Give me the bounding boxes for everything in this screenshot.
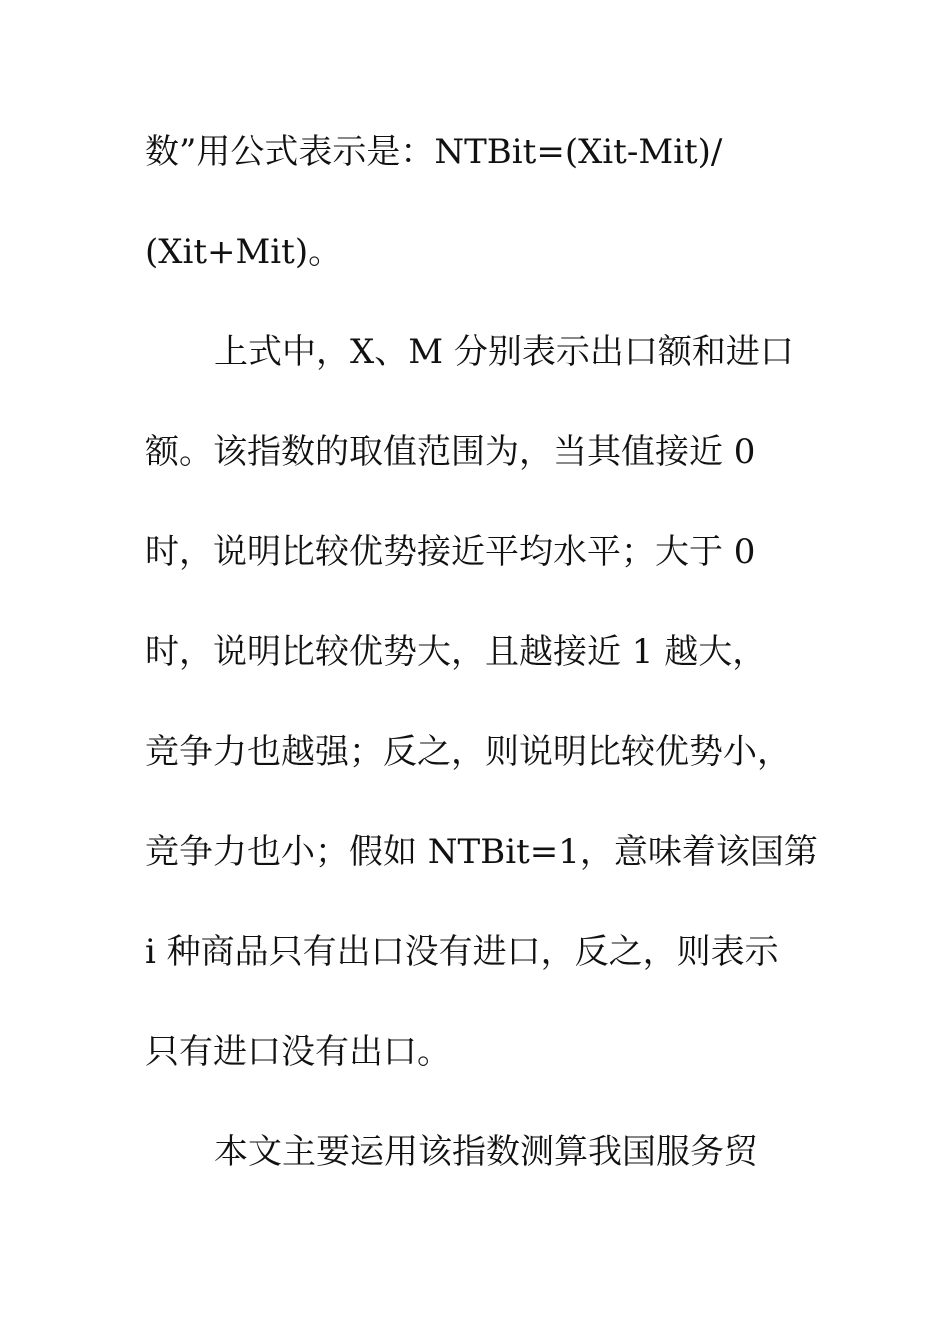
paragraph-2-line-2: 额。该指数的取值范围为，当其值接近 0 xyxy=(145,432,756,472)
text-line-2: (Xit+Mit)。 xyxy=(145,232,343,272)
text-line-1: 数”用公式表示是：NTBit=(Xit-Mit)/ xyxy=(145,132,723,172)
paragraph-2-line-1: 上式中，X、M 分别表示出口额和进口 xyxy=(214,332,794,372)
paragraph-2-line-4: 时，说明比较优势大，且越接近 1 越大， xyxy=(145,632,767,672)
paragraph-2-line-7: i 种商品只有出口没有进口，反之，则表示 xyxy=(145,932,779,972)
paragraph-2-line-5: 竞争力也越强；反之，则说明比较优势小， xyxy=(145,732,791,772)
paragraph-2-line-6: 竞争力也小；假如 NTBit=1，意味着该国第 xyxy=(145,832,818,872)
paragraph-2-line-3: 时，说明比较优势接近平均水平；大于 0 xyxy=(145,532,756,572)
paragraph-3-line-1: 本文主要运用该指数测算我国服务贸 xyxy=(214,1132,758,1172)
paragraph-2-line-8: 只有进口没有出口。 xyxy=(145,1032,451,1072)
